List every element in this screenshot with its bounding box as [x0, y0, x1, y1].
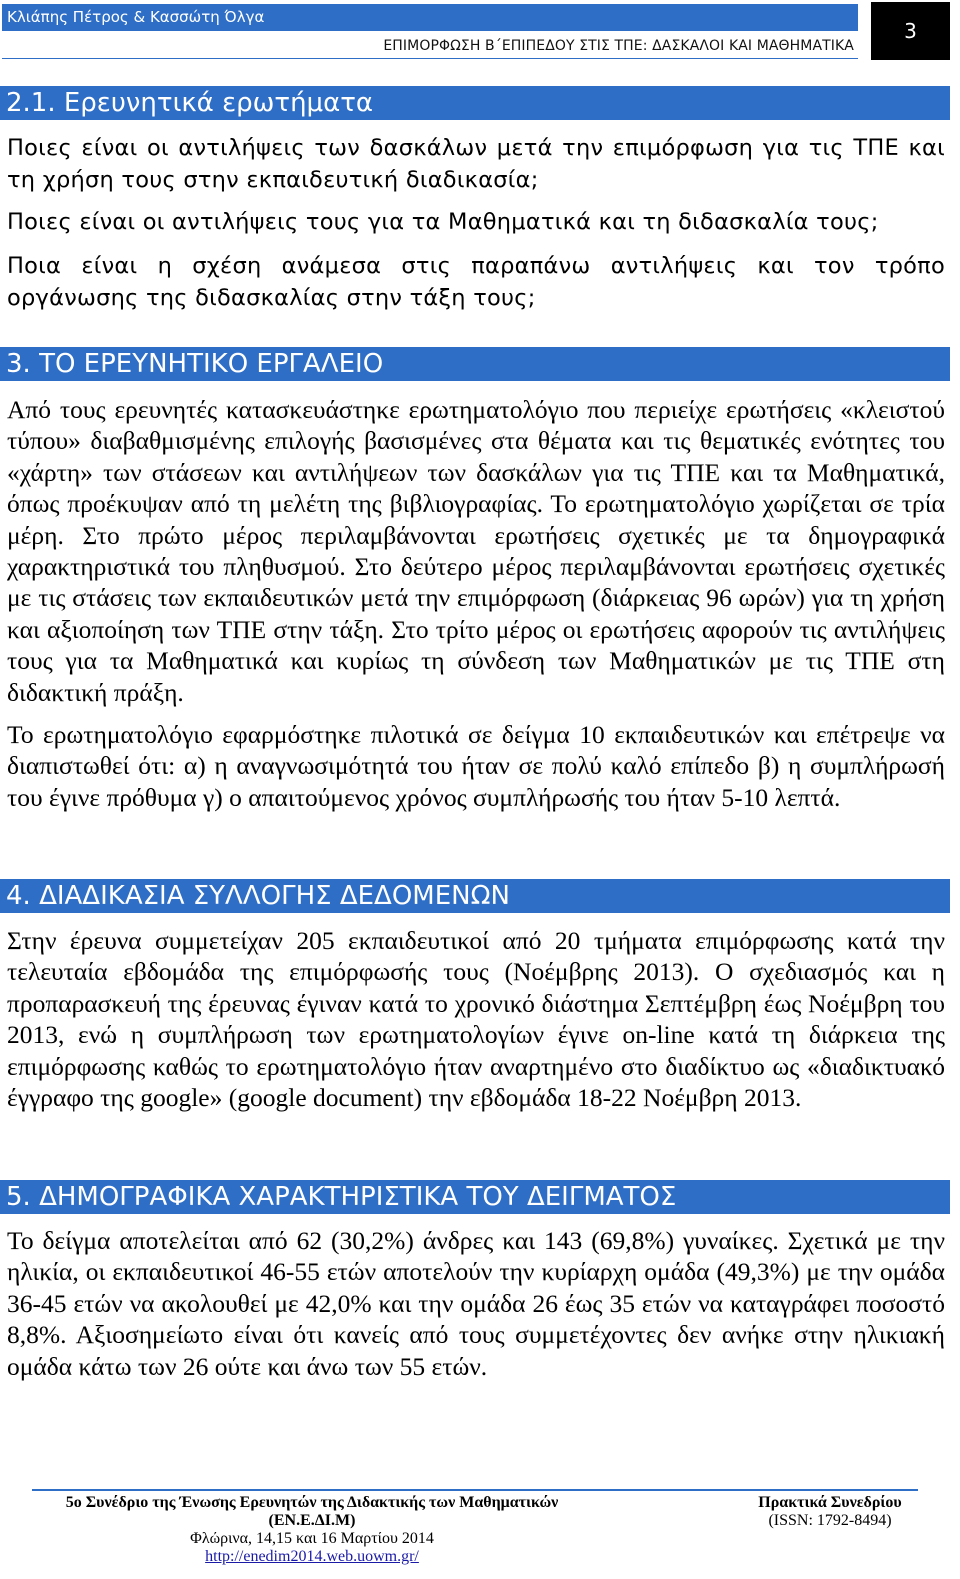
research-question-2: Ποιες είναι οι αντιλήψεις τους για τα Μαθηματικά και τη διδασκαλία τους; [7, 209, 879, 235]
running-header-authors: Κλιάπης Πέτρος & Κασσώτη Όλγα [2, 4, 858, 31]
footer-proceedings-label: Πρακτικά Συνεδρίου [758, 1494, 902, 1511]
research-question-3: Ποια είναι η σχέση ανάμεσα στις παραπάνω αντιλήψεις και τον τρόπο οργάνωσης της διδασκαλίας στην τάξη τους; [7, 253, 945, 311]
section-heading-research-questions: 2.1. Ερευνητικά ερωτήματα [0, 86, 950, 120]
research-question-1: Ποιες είναι οι αντιλήψεις των δασκάλων μετά την επιμόρφωση για τις ΤΠΕ και τη χρήση τους στην εκπαιδευτική διαδικασία; [7, 135, 945, 193]
paragraph-demographics: Το δείγμα αποτελείται από 62 (30,2%) άνδρες και 143 (69,8%) γυναίκες. Σχετικά με την ηλικία, οι εκπαιδευτικοί 46-55 ετών αποτελούν την κυρίαρχη ομάδα (49,3%) με την ομάδα 36-45 ετών να ακολουθεί με 42,0% και την ομάδα 26 έως 35 ετών να καταγράφει ποσοστό 8,8%. Αξιοσημείωτο είναι ότι κανείς από τους συμμετέχοντες δεν ανήκε στην ηλικιακή ομάδα κάτω των 26 ούτε και άνω των 55 ετών. [7, 1226, 945, 1381]
footer-conference [22, 1494, 602, 1566]
footer-rule [32, 1489, 918, 1491]
section-heading-research-tool: 3. ΤΟ ΕΡΕΥΝΗΤΙΚΟ ΕΡΓΑΛΕΙΟ [0, 347, 950, 381]
paragraph-research-tool-2: Το ερωτηματολόγιο εφαρμόστηκε πιλοτικά σε δείγμα 10 εκπαιδευτικών και επέτρεψε να διαπιστωθεί ότι: α) η αναγνωσιμότητά του ήταν σε πολύ καλό επίπεδο β) η συμπλήρωσή του έγινε πρόθυμα γ) ο απαιτούμενος χρόνος συμπλήρωσής του ήταν 5-10 λεπτά. [7, 720, 945, 812]
footer-issn: (ISSN: 1792-8494) [768, 1512, 892, 1529]
footer-conference-line1: 5ο Συνέδριο της Ένωσης Ερευνητών της Διδακτικής των Μαθηματικών [65, 1494, 559, 1511]
section-heading-data-collection: 4. ΔΙΑΔΙΚΑΣΙΑ ΣΥΛΛΟΓΗΣ ΔΕΔΟΜΕΝΩΝ [0, 879, 950, 913]
footer-proceedings [720, 1494, 940, 1530]
page-number: 3 [871, 2, 950, 60]
footer-url-link[interactable]: http://enedim2014.web.uowm.gr/ [205, 1548, 419, 1565]
section-heading-demographics: 5. ΔΗΜΟΓΡΑΦΙΚΑ ΧΑΡΑΚΤΗΡΙΣΤΙΚΑ ΤΟΥ ΔΕΙΓΜΑΤΟΣ [0, 1180, 950, 1214]
footer-place-date: Φλώρινα, 14,15 και 16 Μαρτίου 2014 [190, 1530, 434, 1547]
footer-conference-line2: (ΕΝ.Ε.ΔΙ.Μ) [268, 1512, 356, 1529]
paragraph-research-tool-1: Από τους ερευνητές κατασκευάστηκε ερωτηματολόγιο που περιείχε ερωτήσεις «κλειστού τύπου» διαβαθμισμένης επιλογής βασισμένες στα θέματα και τις θεματικές ενότητες του «χάρτη» των στάσεων και αντιλήψεων των δασκάλων για τις ΤΠΕ και τα Μαθηματικά, όπως προέκυψαν από τη μελέτη της βιβλιογραφίας. Το ερωτηματολόγιο χωρίζεται σε τρία μέρη. Στο πρώτο μέρος περιλαμβάνονται ερωτήσεις σχετικές με τα δημογραφικά χαρακτηριστικά του πληθυσμού. Στο δεύτερο μέρος περιλαμβάνονται ερωτήσεις σχετικές με τις στάσεις των εκπαιδευτικών μετά την επιμόρφωση (διάρκειας 96 ωρών) για τη χρήση και αξιοποίηση των ΤΠΕ στην τάξη. Στο τρίτο μέρος οι ερωτήσεις αφορούν τις αντιλήψεις τους για τα Μαθηματικά και κυρίως τη σύνδεση των Μαθηματικών με τις ΤΠΕ στη διδακτική πράξη. [7, 395, 945, 707]
running-header-title: ΕΠΙΜΟΡΦΩΣΗ Β΄ΕΠΙΠΕΔΟΥ ΣΤΙΣ ΤΠΕ: ΔΑΣΚΑΛΟΙ ΚΑΙ ΜΑΘΗΜΑΤΙΚΑ [2, 31, 858, 59]
paragraph-data-collection: Στην έρευνα συμμετείχαν 205 εκπαιδευτικοί από 20 τμήματα επιμόρφωσης κατά την τελευταία εβδομάδα της επιμόρφωσής τους (Νοέμβρης 2013). Ο σχεδιασμός και η προπαρασκευή της έρευνας έγιναν κατά το χρονικό διάστημα Σεπτέμβρη έως Νοέμβρη του 2013, ενώ η συμπλήρωση των ερωτηματολογίων έγινε on-line κατά τη διάρκεια της επιμόρφωσης καθώς το ερωτηματολόγιο ήταν αναρτημένο στο διαδίκτυο ως «διαδικτυακό έγγραφο της google» (google document) την εβδομάδα 18-22 Νοέμβρη 2013. [7, 926, 945, 1113]
